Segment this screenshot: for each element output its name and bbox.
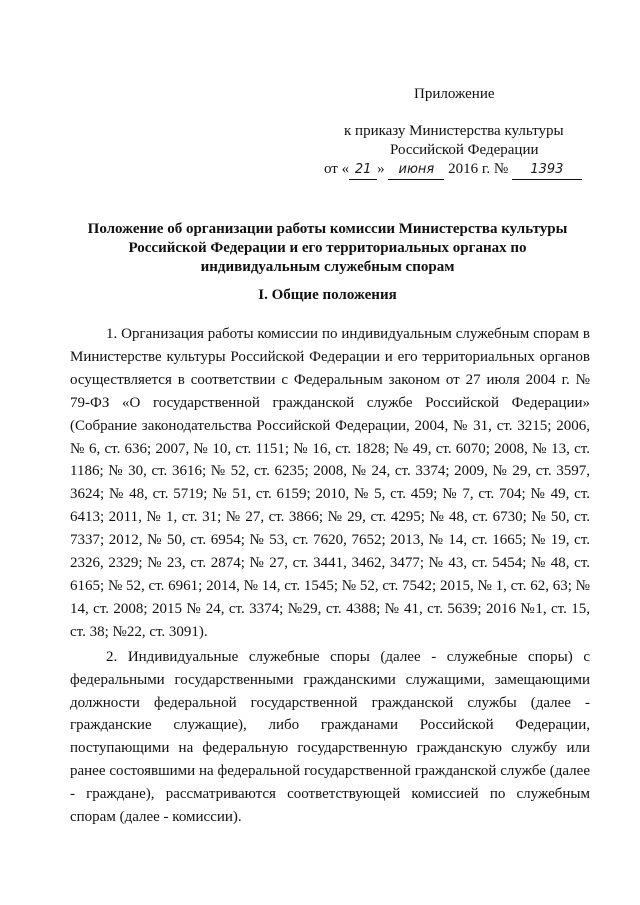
order-month-handwritten: июня — [388, 160, 444, 180]
order-year: 2016 г. — [448, 161, 491, 177]
document-title-line2: Российской Федерации и его территориальных органах по — [128, 240, 527, 256]
order-date-prefix: от « — [324, 161, 350, 177]
order-date-quote-close: » — [377, 161, 385, 177]
document-title — [70, 220, 585, 277]
order-reference-line2: Российской Федерации — [390, 142, 539, 158]
paragraph-1: 1. Организация работы комиссии по индивидуальным служебным спорам в Министерстве культуры Российской Федерации и его территориальных органов осуществляется в соответствии с Федеральным законом от 27 июля 2004 г. № 79-ФЗ «О государственной гражданской службе Российской Федерации» (Собрание законодательства Российской Федерации, 2004, № 31, ст. 3215; 2006, № 6, ст. 636; 2007, № 10, ст. 1151; № 16, ст. 1828; № 49, ст. 6070; 2008, № 13, ст. 1186; № 30, ст. 3616; № 52, ст. 6235; 2008, № 24, ст. 3374; 2009, № 29, ст. 3597, 3624; № 48, ст. 5719; № 51, ст. 6159; 2010, № 5, ст. 459; № 7, ст. 704; № 49, ст. 6413; 2011, № 1, ст. 31; № 27, ст. 3866; № 29, ст. 4295; № 48, ст. 6730; № 50, ст. 7337; 2012, № 50, ст. 6954; № 53, ст. 7620, 7652; 2013, № 14, ст. 1665; № 19, ст. 2326, 2329; № 23, ст. 2874; № 27, ст. 3441, 3462, 3477; № 43, ст. 5454; № 48, ст. 6165; № 52, ст. 6961; 2014, № 14, ст. 1545; № 52, ст. 7542; 2015, № 1, ст. 62, 63; № 14, ст. 2008; 2015 № 24, ст. 3374; №29, ст. 4388; № 41, ст. 5639; 2016 №1, ст. 15, ст. 38; №22, ст. 3091). — [70, 326, 590, 640]
order-number-handwritten: 1393 — [512, 160, 582, 180]
order-day-handwritten: 21 — [349, 160, 377, 180]
order-number-sign: № — [493, 161, 509, 177]
order-reference-line1: к приказу Министерства культуры — [344, 123, 564, 139]
order-reference — [300, 122, 600, 180]
paragraph-2: 2. Индивидуальные служебные споры (далее - служебные споры) с федеральными государственными гражданскими служащими, замещающими должности федеральной государственной гражданской службы (далее - гражданские служащие), либо гражданами Российской Федерации, поступающими на федеральную государственную гражданскую службу или ранее состоявшими на федеральной государственной гражданской службе (далее - граждане), рассматриваются соответствующей комиссией по служебным спорам (далее - комиссии). — [70, 648, 590, 826]
section-title: I. Общие положения — [258, 287, 397, 303]
appendix-label: Приложение — [414, 86, 495, 102]
order-date-number-line — [300, 160, 600, 180]
document-title-line1: Положение об организации работы комиссии Министерства культуры — [87, 221, 568, 237]
document-title-line3: индивидуальным служебным спорам — [200, 259, 455, 275]
document-body — [70, 323, 590, 829]
